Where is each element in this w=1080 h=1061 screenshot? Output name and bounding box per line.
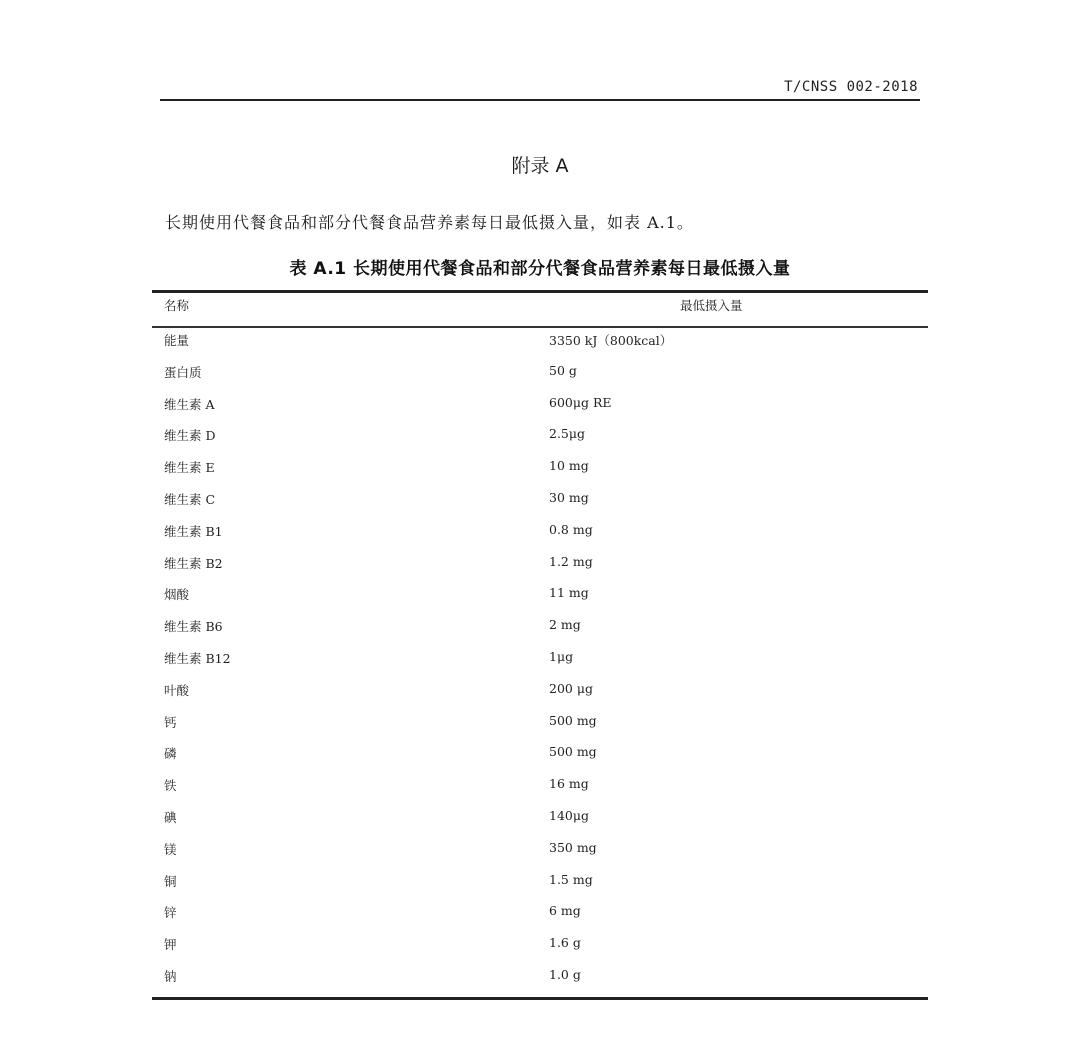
nutrient-value: 2.5μg xyxy=(549,426,586,442)
nutrient-name: 铜 xyxy=(164,873,177,889)
nutrient-name: 铁 xyxy=(164,778,177,794)
nutrient-name: 维生素 B12 xyxy=(164,650,231,666)
table-row xyxy=(152,869,928,901)
nutrient-value: 1μg xyxy=(549,648,574,664)
table-row xyxy=(152,614,928,646)
table-row xyxy=(152,837,928,869)
table-row xyxy=(152,519,928,551)
nutrient-value: 1.0 g xyxy=(549,966,581,982)
table-row xyxy=(152,455,928,487)
nutrient-name: 钾 xyxy=(164,937,177,953)
nutrient-value: 500 mg xyxy=(549,712,597,728)
table-row xyxy=(152,741,928,773)
header-rule xyxy=(160,99,920,101)
table-row xyxy=(152,328,928,360)
nutrient-name: 维生素 C xyxy=(164,491,216,507)
nutrient-value: 2 mg xyxy=(549,617,581,633)
nutrient-name: 钙 xyxy=(164,714,177,730)
nutrient-value: 200 μg xyxy=(549,680,593,696)
nutrient-name: 维生素 B2 xyxy=(164,555,223,571)
nutrient-name: 叶酸 xyxy=(164,682,190,698)
nutrient-value: 1.2 mg xyxy=(549,553,593,569)
nutrient-value: 500 mg xyxy=(549,744,597,760)
table-row xyxy=(152,900,928,932)
nutrient-name: 维生素 A xyxy=(164,396,215,412)
table-row xyxy=(152,582,928,614)
table-title: 表 A.1 长期使用代餐食品和部分代餐食品营养素每日最低摄入量 xyxy=(289,259,791,279)
nutrient-value: 11 mg xyxy=(549,585,589,601)
table-row xyxy=(152,710,928,742)
table-row xyxy=(152,932,928,964)
nutrient-name: 锌 xyxy=(164,905,177,921)
table-body xyxy=(152,328,928,997)
appendix-title: 附录 A xyxy=(511,155,569,177)
table-row xyxy=(152,487,928,519)
nutrient-value: 1.6 g xyxy=(549,935,581,951)
standard-code: T/CNSS 002-2018 xyxy=(784,79,918,95)
table-row xyxy=(152,551,928,583)
nutrient-name: 磷 xyxy=(164,746,177,762)
table-row xyxy=(152,646,928,678)
nutrient-name: 维生素 B1 xyxy=(164,523,223,539)
nutrient-value: 3350 kJ（800kcal） xyxy=(549,333,673,348)
table-row xyxy=(152,964,928,996)
column-header-name: 名称 xyxy=(164,298,190,313)
nutrient-value: 0.8 mg xyxy=(549,521,593,537)
nutrient-value: 350 mg xyxy=(549,839,597,855)
nutrient-name: 碘 xyxy=(164,809,177,825)
nutrient-value: 600μg RE xyxy=(549,394,612,410)
nutrient-name: 维生素 B6 xyxy=(164,619,223,635)
nutrient-value: 1.5 mg xyxy=(549,871,593,887)
table-row xyxy=(152,423,928,455)
nutrient-name: 蛋白质 xyxy=(164,364,202,380)
table-bottom-rule xyxy=(152,997,928,1000)
nutrient-value: 10 mg xyxy=(549,458,589,474)
nutrient-name: 烟酸 xyxy=(164,587,190,603)
table-row xyxy=(152,392,928,424)
nutrient-name: 钠 xyxy=(164,968,177,984)
nutrient-name: 镁 xyxy=(164,841,177,857)
column-header-min-intake: 最低摄入量 xyxy=(680,298,743,313)
nutrient-name: 维生素 E xyxy=(164,460,215,476)
table-header-row xyxy=(152,293,928,326)
table-row xyxy=(152,678,928,710)
nutrient-value: 16 mg xyxy=(549,776,589,792)
nutrient-table xyxy=(152,290,928,1000)
nutrient-value: 140μg xyxy=(549,807,589,823)
nutrient-value: 50 g xyxy=(549,362,577,378)
intro-paragraph: 长期使用代餐食品和部分代餐食品营养素每日最低摄入量，如表 A.1。 xyxy=(165,213,694,232)
table-row xyxy=(152,773,928,805)
nutrient-name: 能量 xyxy=(164,333,190,348)
nutrient-value: 6 mg xyxy=(549,903,581,919)
nutrient-value: 30 mg xyxy=(549,489,589,505)
nutrient-name: 维生素 D xyxy=(164,428,216,444)
table-row xyxy=(152,360,928,392)
table-row xyxy=(152,805,928,837)
